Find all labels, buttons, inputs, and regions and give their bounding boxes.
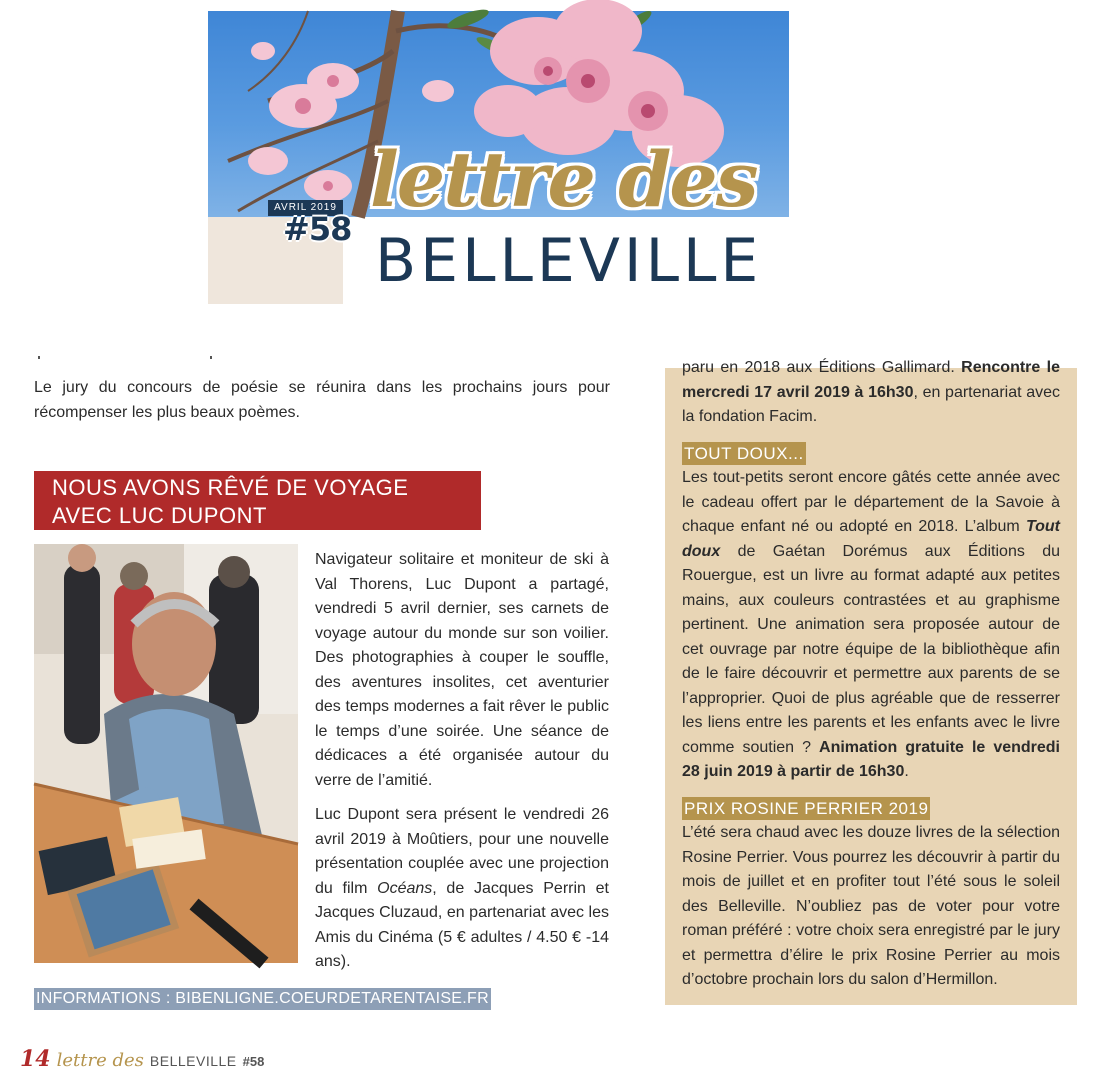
footer-name: BELLEVILLE xyxy=(149,1053,237,1069)
section-title-line-2: AVEC LUC DUPONT xyxy=(52,503,267,528)
prix-rosine-perrier-heading: PRIX ROSINE PERRIER 2019 xyxy=(684,799,929,818)
voyage-paragraph-2-end: , de Jacques Perrin et Jacques Cluzaud, en partenariat avec les Amis du Cinéma (5 € adultes / 4.50 € -14 ans). xyxy=(315,879,609,970)
logo-script-text: lettre des xyxy=(370,135,757,224)
logo-belleville xyxy=(370,226,763,296)
jury-paragraph: Le jury du concours de poésie se réunira dans les prochains jours pour récompenser les plus beaux poèmes. xyxy=(34,379,610,421)
sidebar-top-cut-bold: Rencontre le xyxy=(961,359,1060,376)
voyage-paragraph-2 xyxy=(315,803,609,975)
sidebar-top-rest: , en partenariat avec la fondation Facim. xyxy=(682,383,1061,425)
footer-script: lettre des xyxy=(56,1050,144,1071)
section-title-line-1: NOUS AVONS RÊVÉ DE VOYAGE xyxy=(52,475,409,500)
issue-number: #58 xyxy=(283,210,352,248)
sidebar-top-cut: paru en 2018 aux Éditions Gallimard. xyxy=(682,359,955,376)
tout-doux-text-a: Les tout-petits seront encore gâtés cette année avec le cadeau offert par le département de la Savoie à chaque enfant né ou adopté en 2018. L’album xyxy=(682,469,1060,535)
signing-scene-illustration xyxy=(34,544,298,963)
section-title-voyage xyxy=(34,471,481,530)
meeting-date: mercredi 17 avril 2019 à 16h30 xyxy=(682,383,914,401)
voyage-paragraph-1: Navigateur solitaire et moniteur de ski à Val Thorens, Luc Dupont a partagé, vendredi 5 avril dernier, ses carnets de voyage autour du monde sur son voilier. Des photographies à couper le souffle, des aventures insolites, cet aventurier des temps modernes a fait rêver le public le temps d’une soirée. Une séance de dédicaces a été organisée autour du verre de l’amitié. xyxy=(315,551,609,789)
logo-name: BELLEVILLE xyxy=(375,226,763,296)
voyage-paragraph-2-start: Luc Dupont sera présent le vendredi 26 avril 2019 à Moûtiers, pour une nouvelle présentation couplée avec une projection du film xyxy=(315,806,609,897)
footer-issue: #58 xyxy=(242,1054,265,1069)
voyage-article xyxy=(315,548,609,985)
animation-date: Animation gratuite le vendredi 28 juin 2019 à partir de 16h30 xyxy=(682,738,1061,780)
luc-dupont-photo xyxy=(34,544,298,963)
film-title: Océans xyxy=(377,879,433,897)
prix-paragraph: L’été sera chaud avec les douze livres de la sélection Rosine Perrier. Vous pourrez les découvrir à partir du mois de juillet et en profiter tout l’été sous le soleil des Belleville. N’oubliez pas de voter pour votre roman préféré : votre choix sera enregistré par le jury et permettra d’élire le prix Rosine Perrier au mois d’octobre prochain lors du salon d’Hermillon. xyxy=(682,824,1060,988)
book-title: Tout doux xyxy=(682,518,1060,560)
cut-text-fragment xyxy=(34,356,184,362)
sidebar-box xyxy=(665,359,1077,1005)
tout-doux-paragraph xyxy=(682,466,1060,785)
tout-doux-end: . xyxy=(904,763,909,780)
issue-date-tag: AVRIL 2019 xyxy=(268,200,343,216)
tout-doux-text-b: de Gaétan Dorémus aux Éditions du Rouergue, est un livre au format adapté aux petites mains, aux couleurs contrastées et au graphisme pertinent. Une animation sera proposée autour de cet ouvrage par notre équipe de la bibliothèque afin de le faire découvrir et permettre aux parents de se l’approprier. Quoi de plus agréable que de resserrer les liens entre les parents et les enfants avec le livre comme soutien ? xyxy=(682,542,1060,756)
info-website-link[interactable]: INFORMATIONS : BIBENLIGNE.COEURDETARENTAISE.FR xyxy=(34,988,491,1010)
tout-doux-heading: TOUT DOUX... xyxy=(684,444,804,463)
sidebar-top-paragraph xyxy=(682,356,1060,430)
page-number: 14 xyxy=(20,1046,51,1072)
page-footer xyxy=(20,1046,264,1072)
